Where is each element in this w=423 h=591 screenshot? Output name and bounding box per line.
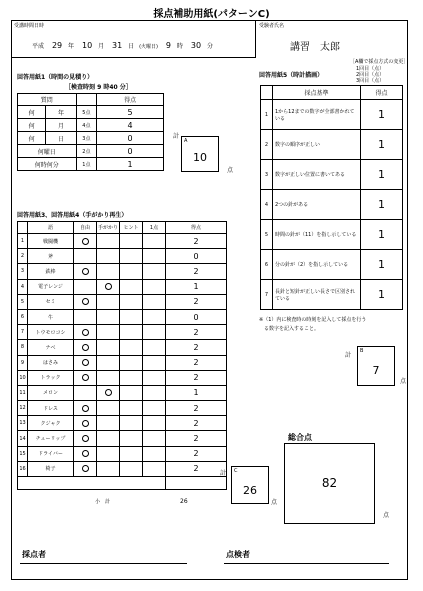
exam-date-label: 受講時間日時 (14, 23, 45, 29)
circle-mark-icon (82, 450, 89, 457)
task34-row (18, 309, 227, 324)
task34-heading: 回答用紙3、回答用紙4（手がかり再生） (17, 212, 128, 219)
task34-row (18, 234, 227, 249)
task1-question: 何曜日 (18, 145, 77, 158)
task34-no: 15 (18, 446, 28, 461)
task34-word: 鉄棒 (28, 264, 74, 279)
task5-score: 1 (361, 220, 403, 250)
task5-note-2: 1回目（点） (356, 66, 385, 72)
circle-mark-icon (82, 268, 89, 275)
task5-no: 3 (261, 160, 273, 190)
task5-score: 1 (361, 250, 403, 280)
task5-score: 1 (361, 130, 403, 160)
task34-subtotal-cell (18, 477, 166, 490)
task34-hint-cell (120, 325, 143, 340)
task34-word: 電子レンジ (28, 279, 74, 294)
task34-no: 13 (18, 416, 28, 431)
task34-box-label: 計 (220, 470, 227, 477)
exam-date-year: 29 (51, 41, 63, 50)
task34-header-score: 得点 (166, 222, 227, 234)
task5-row (261, 190, 403, 220)
task34-row (18, 325, 227, 340)
task5-row (261, 100, 403, 130)
task5-row (261, 160, 403, 190)
task34-subtotal-row (18, 477, 227, 490)
task5-no: 5 (261, 220, 273, 250)
task1-header-question: 質問 (18, 94, 77, 106)
task34-free-cell (74, 249, 97, 264)
task34-one-point-cell (143, 431, 166, 446)
task34-no: 6 (18, 309, 28, 324)
exam-date-year-unit: 年 (68, 43, 75, 50)
task34-free-cell (74, 325, 97, 340)
task34-subtotal-score-cell (166, 477, 227, 490)
task34-hint-cell (120, 294, 143, 309)
task34-free-cell (74, 401, 97, 416)
task34-hint-cell (120, 431, 143, 446)
task5-subtotal-unit: 点 (400, 378, 407, 385)
circle-mark-icon (82, 435, 89, 442)
task1-unit: 年 (46, 106, 76, 119)
task34-score: 2 (166, 355, 227, 370)
task1-row (18, 132, 164, 145)
task34-one-point-cell (143, 461, 166, 476)
task1-subtotal-tag: A (184, 138, 188, 144)
task34-cue-cell (97, 385, 120, 400)
task34-free-cell (74, 370, 97, 385)
task34-word: メロン (28, 385, 74, 400)
task34-free-cell (74, 264, 97, 279)
task34-row (18, 431, 227, 446)
task34-score: 2 (166, 370, 227, 385)
task1-unit: 日 (46, 132, 76, 145)
task5-criterion: 長針と短針が正しい長さで区別されている (273, 280, 361, 310)
task5-subtotal-box (357, 346, 395, 386)
task5-footnote-2: る数字を記入すること。 (264, 326, 320, 332)
task34-no: 12 (18, 401, 28, 416)
task34-free-cell (74, 385, 97, 400)
task34-score: 2 (166, 294, 227, 309)
task34-box-tag: C (234, 468, 238, 474)
task5-note-3: 2回目（点） (356, 72, 385, 78)
task34-free-cell (74, 431, 97, 446)
task34-header-word: 語 (28, 222, 74, 234)
task5-header-no (261, 86, 273, 100)
task1-score: 1 (97, 158, 164, 171)
task34-no: 1 (18, 234, 28, 249)
task1-points: 4点 (76, 119, 97, 132)
task34-word: ドレス (28, 401, 74, 416)
task34-one-point-cell (143, 416, 166, 431)
task5-subtotal-label: 計 (345, 352, 352, 359)
circle-mark-icon (82, 420, 89, 427)
task1-table (17, 93, 164, 171)
task1-subtotal-box (181, 136, 219, 172)
task5-no: 1 (261, 100, 273, 130)
circle-mark-icon (82, 374, 89, 381)
task5-criterion: 2つの針がある (273, 190, 361, 220)
task34-score: 2 (166, 431, 227, 446)
task1-header-blank (76, 94, 97, 106)
task34-cue-cell (97, 401, 120, 416)
task34-free-cell (74, 355, 97, 370)
task1-subtotal-value: 10 (193, 151, 207, 164)
task34-score: 2 (166, 446, 227, 461)
circle-mark-icon (82, 359, 89, 366)
task5-heading: 回答用紙5（時計描画） (259, 72, 324, 79)
task1-question: 何 (18, 119, 46, 132)
task34-hint-cell (120, 446, 143, 461)
task34-no: 16 (18, 461, 28, 476)
task34-hint-cell (120, 355, 143, 370)
task34-row (18, 279, 227, 294)
circle-mark-icon (105, 389, 112, 396)
task5-note-1: ［A欄で採点方式の変更］ (350, 59, 409, 65)
task34-header-cue: 手がかり (97, 222, 120, 234)
task34-no: 14 (18, 431, 28, 446)
task1-header-score: 得点 (97, 94, 164, 106)
task5-criterion: 数字の順序が正しい (273, 130, 361, 160)
task34-free-cell (74, 461, 97, 476)
task1-score: 0 (97, 145, 164, 158)
task1-heading: 回答用紙1（時間の見積り） (17, 74, 94, 81)
task34-hint-cell (120, 264, 143, 279)
task34-row (18, 385, 227, 400)
task34-score: 1 (166, 385, 227, 400)
task5-no: 4 (261, 190, 273, 220)
task34-cue-cell (97, 446, 120, 461)
task34-cue-cell (97, 249, 120, 264)
task34-score: 2 (166, 234, 227, 249)
task34-free-cell (74, 279, 97, 294)
task34-word: チューリップ (28, 431, 74, 446)
task1-score: 5 (97, 106, 164, 119)
task34-word: トラック (28, 370, 74, 385)
exam-date-day: 31 (112, 41, 123, 50)
task1-row (18, 145, 164, 158)
total-unit: 点 (383, 512, 390, 519)
task34-word: 椅子 (28, 461, 74, 476)
task5-criterion: 分の針が（2）を指し示している (273, 250, 361, 280)
task34-cue-cell (97, 461, 120, 476)
exam-date-month-unit: 月 (98, 43, 105, 50)
task34-word: クジャク (28, 416, 74, 431)
exam-date-month: 10 (81, 41, 93, 50)
task34-no: 9 (18, 355, 28, 370)
task34-one-point-cell (143, 279, 166, 294)
task1-row (18, 106, 164, 119)
task1-subtotal-label: 計 (173, 133, 180, 140)
task5-header-score: 得点 (361, 86, 403, 100)
circle-mark-icon (82, 238, 89, 245)
task34-row (18, 446, 227, 461)
task34-hint-cell (120, 249, 143, 264)
task34-free-cell (74, 294, 97, 309)
task34-header-hint: ヒント (120, 222, 143, 234)
task34-one-point-cell (143, 249, 166, 264)
task34-word: 牛 (28, 309, 74, 324)
task34-no: 3 (18, 264, 28, 279)
task5-score: 1 (361, 100, 403, 130)
task1-question: 何 (18, 132, 46, 145)
task34-hint-cell (120, 461, 143, 476)
task34-one-point-cell (143, 325, 166, 340)
circle-mark-icon (82, 344, 89, 351)
exam-date-value (32, 41, 254, 50)
exam-date-hour-unit: 時 (176, 43, 183, 50)
task34-box-value: 26 (243, 484, 257, 497)
task1-points: 5点 (76, 106, 97, 119)
task34-word: セミ (28, 294, 74, 309)
task5-criterion: 数字が正しい位置に書いてある (273, 160, 361, 190)
task34-subtotal-label: 小 計 (95, 499, 111, 505)
task34-one-point-cell (143, 385, 166, 400)
task1-exam-time: ［検査時刻 9 時40 分］ (65, 84, 132, 91)
task34-row (18, 340, 227, 355)
exam-date-era: 平成 (32, 43, 45, 50)
task34-free-cell (74, 340, 97, 355)
task1-row (18, 158, 164, 171)
task34-score: 2 (166, 401, 227, 416)
task5-note-4: 3回目（点） (356, 78, 385, 84)
circle-mark-icon (82, 298, 89, 305)
task34-row (18, 401, 227, 416)
task5-row (261, 280, 403, 310)
page-title: 採点補助用紙(パターンC) (153, 9, 270, 20)
grader-line (20, 563, 187, 564)
task34-hint-cell (120, 401, 143, 416)
task34-cue-cell (97, 264, 120, 279)
task34-score: 2 (166, 325, 227, 340)
task34-box (231, 466, 269, 504)
exam-date-box (11, 20, 256, 58)
task34-word: トウモロコシ (28, 325, 74, 340)
task34-free-cell (74, 309, 97, 324)
task1-unit: 月 (46, 119, 76, 132)
task34-one-point-cell (143, 309, 166, 324)
task34-no: 11 (18, 385, 28, 400)
task34-score: 2 (166, 416, 227, 431)
task34-hint-cell (120, 234, 143, 249)
task34-cue-cell (97, 355, 120, 370)
task34-cue-cell (97, 309, 120, 324)
task34-word: はさみ (28, 355, 74, 370)
task34-one-point-cell (143, 446, 166, 461)
task1-subtotal-unit: 点 (227, 167, 234, 174)
exam-date-day-unit: 日 (128, 43, 135, 50)
task34-word: 戦闘機 (28, 234, 74, 249)
circle-mark-icon (82, 465, 89, 472)
task34-row (18, 370, 227, 385)
task34-word: ナベ (28, 340, 74, 355)
task5-score: 1 (361, 160, 403, 190)
task5-criterion: 1から12までの数字が全部書かれている (273, 100, 361, 130)
task34-row (18, 461, 227, 476)
task34-hint-cell (120, 416, 143, 431)
task34-hint-cell (120, 279, 143, 294)
task34-free-cell (74, 446, 97, 461)
task5-no: 2 (261, 130, 273, 160)
task34-hint-cell (120, 385, 143, 400)
task34-no: 7 (18, 325, 28, 340)
task34-one-point-cell (143, 294, 166, 309)
task34-row (18, 416, 227, 431)
task34-free-cell (74, 416, 97, 431)
task34-score: 2 (166, 264, 227, 279)
task1-question: 何時何分 (18, 158, 77, 171)
task1-points: 2点 (76, 145, 97, 158)
candidate-name: 講習 太郎 (290, 42, 340, 53)
task34-hint-cell (120, 309, 143, 324)
task34-one-point-cell (143, 264, 166, 279)
total-box (284, 443, 375, 524)
task5-subtotal-tag: B (360, 348, 364, 354)
task34-one-point-cell (143, 401, 166, 416)
task1-points: 3点 (76, 132, 97, 145)
exam-date-weekday: (火曜日) (139, 44, 158, 50)
task34-no: 2 (18, 249, 28, 264)
task5-header-criteria: 採点基準 (273, 86, 361, 100)
task5-subtotal-value: 7 (372, 364, 380, 377)
task34-row (18, 249, 227, 264)
task34-hint-cell (120, 340, 143, 355)
task34-row (18, 355, 227, 370)
grader-label: 採点者 (22, 550, 46, 559)
task34-no: 5 (18, 294, 28, 309)
task5-score: 1 (361, 280, 403, 310)
task34-free-cell (74, 234, 97, 249)
task34-row (18, 294, 227, 309)
task5-criterion: 時間の針が（11）を指し示している (273, 220, 361, 250)
task34-cue-cell (97, 325, 120, 340)
task34-header-one-point: 1点 (143, 222, 166, 234)
task1-question: 何 (18, 106, 46, 119)
task34-header-free: 自由 (74, 222, 97, 234)
checker-line (224, 563, 389, 564)
task34-subtotal-value: 26 (180, 498, 188, 505)
candidate-label: 受験者氏名 (259, 23, 285, 29)
task34-one-point-cell (143, 340, 166, 355)
task5-row (261, 130, 403, 160)
task5-footnote-1: ※（1）内に検査時の時刻を記入して採点を行う (259, 317, 367, 323)
task34-no: 10 (18, 370, 28, 385)
circle-mark-icon (82, 329, 89, 336)
task34-score: 2 (166, 461, 227, 476)
task34-cue-cell (97, 416, 120, 431)
task34-no: 8 (18, 340, 28, 355)
task1-score: 0 (97, 132, 164, 145)
task34-table (17, 221, 227, 490)
task34-cue-cell (97, 431, 120, 446)
circle-mark-icon (105, 283, 112, 290)
task34-one-point-cell (143, 234, 166, 249)
task34-one-point-cell (143, 355, 166, 370)
task5-row (261, 220, 403, 250)
task5-no: 7 (261, 280, 273, 310)
task34-box-unit: 点 (271, 499, 278, 506)
task34-score: 2 (166, 340, 227, 355)
circle-mark-icon (82, 405, 89, 412)
exam-date-minute: 30 (190, 41, 202, 50)
task34-header-no (18, 222, 28, 234)
total-value: 82 (321, 476, 338, 490)
task34-score: 0 (166, 309, 227, 324)
task1-score: 4 (97, 119, 164, 132)
task34-cue-cell (97, 279, 120, 294)
task34-word: ドライバー (28, 446, 74, 461)
task5-row (261, 250, 403, 280)
task5-no: 6 (261, 250, 273, 280)
task34-score: 1 (166, 279, 227, 294)
task1-points: 1点 (76, 158, 97, 171)
exam-date-minute-unit: 分 (206, 43, 213, 50)
task34-row (18, 264, 227, 279)
exam-date-hour: 9 (165, 41, 171, 50)
task34-cue-cell (97, 370, 120, 385)
task5-score: 1 (361, 190, 403, 220)
task34-cue-cell (97, 294, 120, 309)
task34-hint-cell (120, 370, 143, 385)
task34-score: 0 (166, 249, 227, 264)
task34-word: 斧 (28, 249, 74, 264)
task34-cue-cell (97, 234, 120, 249)
task5-table (260, 85, 403, 310)
total-label: 総合点 (288, 433, 312, 442)
checker-label: 点検者 (226, 550, 250, 559)
task34-one-point-cell (143, 370, 166, 385)
task34-cue-cell (97, 340, 120, 355)
task34-no: 4 (18, 279, 28, 294)
task1-row (18, 119, 164, 132)
